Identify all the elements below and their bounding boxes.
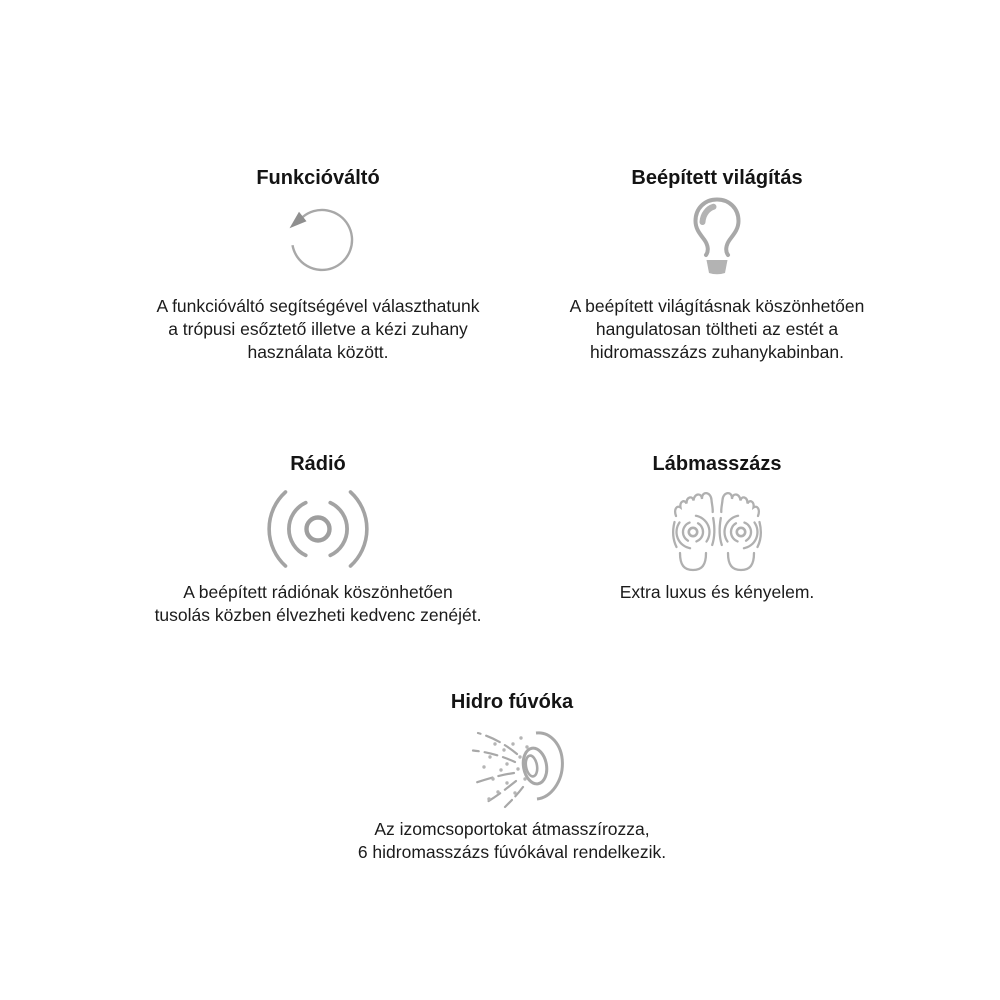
feature-hidro-fuvoka (252, 690, 772, 864)
feature-title: Lábmasszázs (652, 453, 782, 475)
feet-massage-icon (497, 486, 937, 572)
feature-radio (98, 452, 538, 627)
feature-vilagitas (497, 166, 937, 364)
rotate-arrow-icon (98, 196, 538, 280)
feature-title: Hidro fúvóka (450, 691, 574, 713)
feature-description: A beépített világításnak köszönhetően hangulatosan töltheti az estét a hidromasszázs zuhanykabinban. (569, 296, 865, 362)
feature-description: Extra luxus és kényelem. (619, 582, 815, 602)
feature-description: Az izomcsoportokat átmasszírozza, 6 hidromasszázs fúvókával rendelkezik. (357, 819, 667, 862)
radio-waves-icon (98, 486, 538, 572)
water-jet-nozzle-icon (252, 722, 772, 810)
feature-labmasszazs (497, 452, 937, 604)
feature-description: A beépített rádiónak köszönhetően tusolás közben élvezheti kedvenc zenéjét. (154, 582, 482, 625)
feature-description: A funkcióváltó segítségével választhatunk a trópusi esőztető illetve a kézi zuhany használata között. (156, 296, 480, 362)
feature-title: Rádió (290, 453, 346, 475)
feature-title: Funkcióváltó (256, 167, 380, 189)
feature-funkciovalto (98, 166, 538, 364)
lightbulb-icon (497, 196, 937, 280)
feature-title: Beépített világítás (631, 167, 803, 189)
